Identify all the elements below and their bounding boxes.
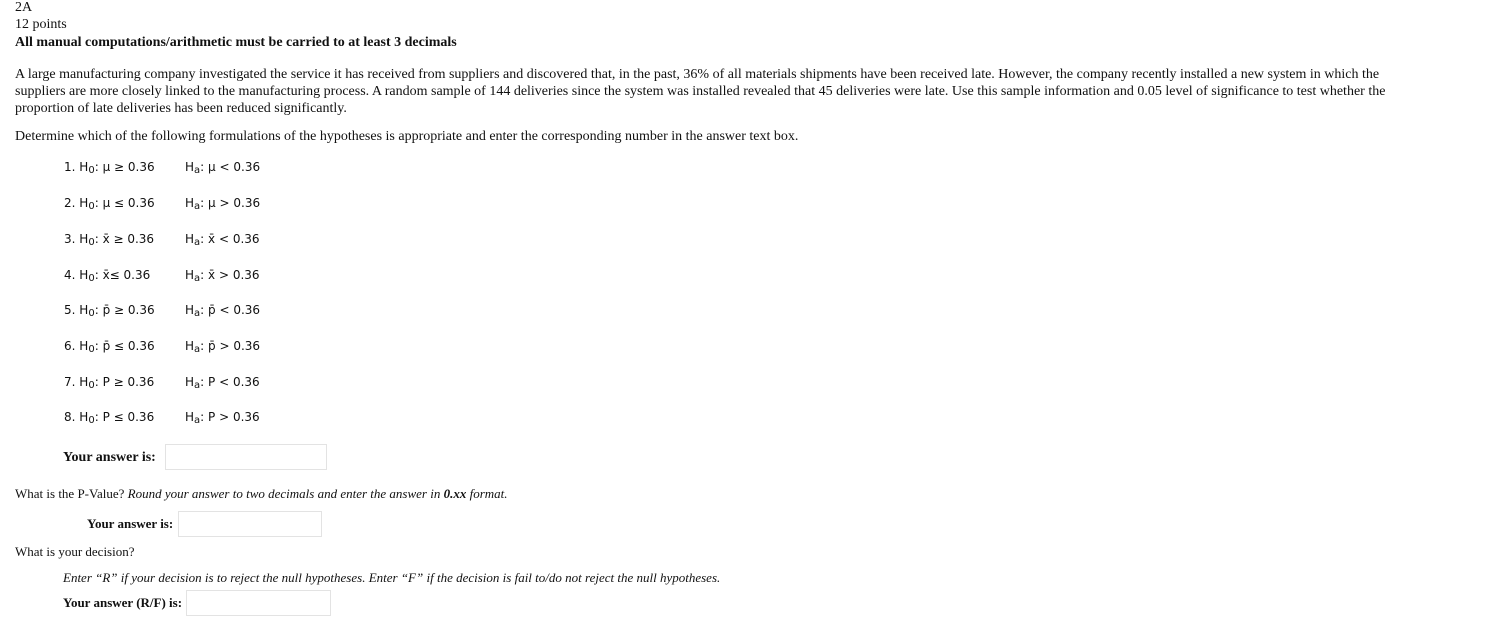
answer-label: Your answer is: — [63, 450, 156, 465]
h0-symbol: $H_0$: — [79, 410, 99, 426]
question-points: 12 points — [15, 17, 67, 32]
ha-symbol: $H_a$: — [185, 232, 205, 248]
ha-symbol: $H_a$: — [185, 196, 205, 212]
hypothesis-ha — [185, 196, 260, 212]
pvalue-instruction-post: format. — [469, 486, 508, 501]
hypothesis-ha — [185, 232, 260, 248]
hypothesis-ha — [185, 303, 260, 319]
hypothesis-h0 — [64, 232, 154, 248]
ha-symbol: $H_a$: — [185, 303, 205, 319]
h0-symbol: $H_0$: — [79, 303, 99, 319]
hypothesis-number: 5. — [64, 303, 76, 317]
ha-statement: x̄ > 0.36 — [208, 268, 260, 282]
hypothesis-number: 8. — [64, 410, 76, 424]
hypothesis-h0 — [64, 410, 154, 426]
ha-statement: P > 0.36 — [208, 410, 260, 424]
pvalue-format: 0.xx — [443, 486, 467, 501]
pvalue-question-line — [15, 486, 508, 502]
ha-statement: p̄ < 0.36 — [208, 303, 261, 317]
h0-statement: μ ≥ 0.36 — [102, 160, 155, 174]
hypothesis-ha — [185, 375, 260, 391]
h0-symbol: $H_0$: — [79, 232, 99, 248]
hypothesis-h0 — [64, 339, 155, 355]
question-body: A large manufacturing company investigated the service it has received from suppliers and discovered that, in the past, 36% of all materials shipments have been received late. However, the company recently installed a new system in which the suppliers are more closely linked to the manufacturing process. A random sample of 144 deliveries since the system was installed revealed that 45 deliveries were late. Use this sample information and 0.05 level of significance to test whether the proportion of late deliveries has been reduced significantly. — [15, 67, 1386, 116]
h0-symbol: $H_0$: — [79, 375, 99, 391]
hypothesis-number: 1. — [64, 160, 76, 174]
hypothesis-ha — [185, 339, 260, 355]
ha-symbol: $H_a$: — [185, 268, 205, 284]
h0-statement: P ≥ 0.36 — [102, 375, 155, 389]
h0-statement: x̄≤ 0.36 — [102, 268, 151, 282]
hypothesis-number: 7. — [64, 375, 76, 389]
h0-statement: μ ≤ 0.36 — [102, 196, 155, 210]
hypothesis-ha — [185, 160, 260, 176]
ha-statement: μ > 0.36 — [208, 196, 261, 210]
h0-statement: p̄ ≥ 0.36 — [102, 303, 155, 317]
ha-statement: μ < 0.36 — [208, 160, 261, 174]
hypothesis-h0 — [64, 268, 150, 284]
pvalue-question: What is the P-Value? — [15, 486, 125, 501]
hypothesis-number: 4. — [64, 268, 76, 282]
h0-symbol: $H_0$: — [79, 268, 99, 284]
hypothesis-ha — [185, 268, 260, 284]
hypothesis-h0 — [64, 160, 155, 176]
h0-symbol: $H_0$: — [79, 160, 99, 176]
question-instruction: All manual computations/arithmetic must be carried to at least 3 decimals — [15, 35, 457, 50]
hypothesis-number: 2. — [64, 196, 76, 210]
h0-symbol: $H_0$: — [79, 196, 99, 212]
hypothesis-answer-input[interactable] — [165, 444, 327, 470]
ha-statement: P < 0.36 — [208, 375, 260, 389]
question-prompt: Determine which of the following formulations of the hypotheses is appropriate and enter the corresponding number in the answer text box. — [15, 129, 799, 144]
ha-statement: p̄ > 0.36 — [208, 339, 261, 353]
hypothesis-h0 — [64, 196, 155, 212]
decision-instruction: Enter “R” if your decision is to reject the null hypotheses. Enter “F” if the decision is fail to/do not reject the null hypotheses. — [63, 570, 721, 585]
question-id: 2A — [15, 0, 33, 15]
decision-answer-input[interactable] — [186, 590, 331, 616]
pvalue-answer-input[interactable] — [178, 511, 322, 537]
hypothesis-h0 — [64, 303, 155, 319]
hypothesis-ha — [185, 410, 260, 426]
h0-statement: x̄ ≥ 0.36 — [102, 232, 155, 246]
pvalue-answer-label: Your answer is: — [87, 516, 174, 531]
ha-symbol: $H_a$: — [185, 160, 205, 176]
h0-symbol: $H_0$: — [79, 339, 99, 355]
h0-statement: P ≤ 0.36 — [102, 410, 155, 424]
decision-question: What is your decision? — [15, 544, 135, 559]
pvalue-instruction: Round your answer to two decimals and enter the answer in — [127, 486, 441, 501]
hypothesis-h0 — [64, 375, 154, 391]
hypothesis-number: 6. — [64, 339, 76, 353]
decision-answer-label: Your answer (R/F) is: — [63, 595, 183, 610]
h0-statement: p̄ ≤ 0.36 — [102, 339, 155, 353]
ha-symbol: $H_a$: — [185, 375, 205, 391]
ha-symbol: $H_a$: — [185, 410, 205, 426]
hypothesis-number: 3. — [64, 232, 76, 246]
ha-symbol: $H_a$: — [185, 339, 205, 355]
ha-statement: x̄ < 0.36 — [208, 232, 260, 246]
